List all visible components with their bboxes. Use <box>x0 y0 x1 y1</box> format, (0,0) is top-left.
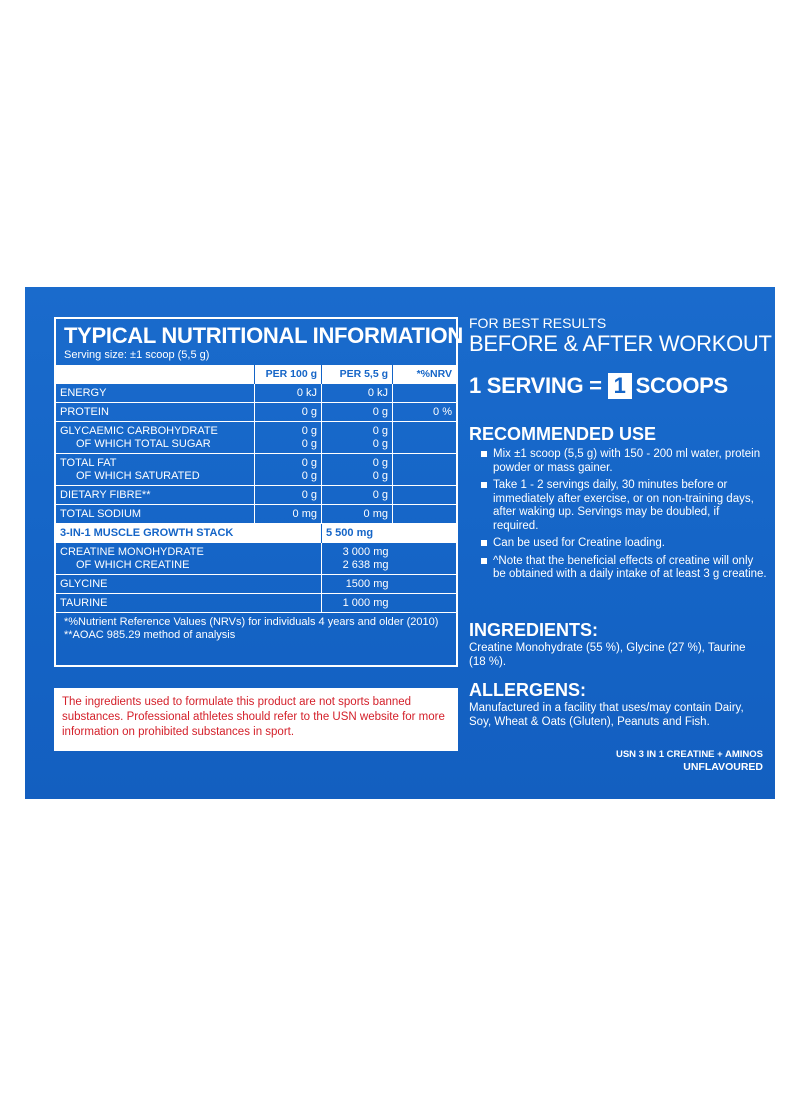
ingredients-text: Creatine Monohydrate (55 %), Glycine (27 %), Taurine (18 %). <box>469 642 746 668</box>
row-per-serving <box>322 454 393 486</box>
row-name: GLYCINE <box>56 575 255 594</box>
row-name: PROTEIN <box>56 403 255 422</box>
stack-name: 3-IN-1 MUSCLE GROWTH STACK <box>56 524 255 543</box>
row-per-serving-main: 0 g <box>372 457 388 469</box>
banned-substances-notice: The ingredients used to formulate this product are not sports banned substances. Professional athletes should refer to the USN website for more information on prohibited substances in sport. <box>54 688 458 751</box>
timing-heading: BEFORE & AFTER WORKOUT <box>469 331 772 356</box>
table-row <box>56 454 456 486</box>
allergens-title: ALLERGENS: <box>469 680 586 700</box>
row-name <box>56 543 255 575</box>
row-per100-main: 0 g <box>301 457 317 469</box>
row-per100-sub: 0 g <box>301 438 317 450</box>
row-per100 <box>255 594 322 613</box>
row-nrv: 0 % <box>393 403 457 422</box>
serving-size: Serving size: ±1 scoop (5,5 g) <box>64 349 210 361</box>
nutrition-title: TYPICAL NUTRITIONAL INFORMATION <box>64 323 463 348</box>
row-per-serving-main: 3 000 mg <box>342 546 389 558</box>
row-per-serving-sub: 0 g <box>372 470 388 482</box>
ingredients-title: INGREDIENTS: <box>469 620 599 640</box>
row-per100-main: 0 g <box>301 425 317 437</box>
best-results-label: FOR BEST RESULTS <box>469 315 607 331</box>
row-per-serving: 0 mg <box>322 505 393 524</box>
list-item-text: ^Note that the beneficial effects of creatine will only be obtained with a daily intake of at least 3 g creatine. <box>493 554 767 580</box>
table-row <box>56 575 456 594</box>
table-header-row <box>56 365 456 384</box>
list-item <box>481 537 767 551</box>
table-row <box>56 543 456 575</box>
row-per-serving-sub: 2 638 mg <box>342 559 389 571</box>
row-per-serving: 0 kJ <box>322 384 393 403</box>
row-per100 <box>255 575 322 594</box>
row-name <box>56 454 255 486</box>
row-nrv <box>393 422 457 454</box>
row-name-main: CREATINE MONOHYDRATE <box>60 546 204 558</box>
row-name-main: GLYCAEMIC CARBOHYDRATE <box>60 425 218 437</box>
row-name: TAURINE <box>56 594 255 613</box>
row-nrv <box>393 594 457 613</box>
list-item-text: Can be used for Creatine loading. <box>493 537 665 549</box>
footnote-aoac: **AOAC 985.29 method of analysis <box>64 629 236 641</box>
row-nrv <box>393 575 457 594</box>
header-nutrient <box>56 365 255 384</box>
table-row <box>56 594 456 613</box>
table-row <box>56 403 456 422</box>
row-per100: 0 kJ <box>255 384 322 403</box>
product-title: USN 3 IN 1 CREATINE + AMINOS <box>615 749 763 760</box>
row-name: DIETARY FIBRE** <box>56 486 255 505</box>
stack-row <box>56 524 456 543</box>
row-per100 <box>255 543 322 575</box>
row-per100: 0 mg <box>255 505 322 524</box>
row-per100: 0 g <box>255 403 322 422</box>
list-item <box>481 448 767 475</box>
recommended-use-list <box>481 448 767 586</box>
recommended-use-title: RECOMMENDED USE <box>469 424 657 444</box>
square-bullet-icon <box>481 558 487 564</box>
row-per-serving-sub: 0 g <box>372 438 388 450</box>
nutrition-box <box>54 317 463 667</box>
row-per-serving: 1500 mg <box>322 575 393 594</box>
list-item-text: Take 1 - 2 servings daily, 30 minutes before or immediately after exercise, or on non-training days, after waking up. Servings may be doubled, if required. <box>493 479 754 532</box>
row-name-sub: OF WHICH SATURATED <box>76 470 200 482</box>
square-bullet-icon <box>481 482 487 488</box>
row-per100-sub: 0 g <box>301 470 317 482</box>
row-name: ENERGY <box>56 384 255 403</box>
row-nrv <box>393 486 457 505</box>
label-panel <box>25 287 775 799</box>
serving-size-heading <box>469 373 728 399</box>
row-name-main: TOTAL FAT <box>60 457 117 469</box>
footnotes <box>64 616 452 642</box>
list-item-text: Mix ±1 scoop (5,5 g) with 150 - 200 ml water, protein powder or mass gainer. <box>493 448 761 474</box>
list-item <box>481 479 767 533</box>
row-nrv <box>393 454 457 486</box>
allergens-text: Manufactured in a facility that uses/may contain Dairy, Soy, Wheat & Oats (Gluten), Peanuts and Fish. <box>469 702 744 728</box>
row-name-sub: OF WHICH CREATINE <box>76 559 190 571</box>
footnote-nrv: *%Nutrient Reference Values (NRVs) for individuals 4 years and older (2010) <box>64 616 439 628</box>
row-nrv <box>393 384 457 403</box>
row-nrv <box>393 543 457 575</box>
row-nrv <box>393 505 457 524</box>
square-bullet-icon <box>481 540 487 546</box>
row-per-serving-main: 0 g <box>372 425 388 437</box>
product-name <box>616 749 763 773</box>
square-bullet-icon <box>481 451 487 457</box>
nutrition-table <box>56 365 456 613</box>
row-per-serving: 1 000 mg <box>322 594 393 613</box>
row-per-serving: 0 g <box>322 486 393 505</box>
stack-per-serving: 5 500 mg <box>322 524 393 543</box>
list-item <box>481 555 767 582</box>
scoop-count-box: 1 <box>608 373 632 399</box>
row-name <box>56 422 255 454</box>
header-per-100g: PER 100 g <box>255 365 322 384</box>
row-per-serving <box>322 543 393 575</box>
row-name: TOTAL SODIUM <box>56 505 255 524</box>
stack-per100 <box>255 524 322 543</box>
header-nrv: *%NRV <box>393 365 457 384</box>
row-per-serving <box>322 422 393 454</box>
serving-suffix: SCOOPS <box>635 373 728 398</box>
row-per-serving: 0 g <box>322 403 393 422</box>
flavour-label: UNFLAVOURED <box>683 761 763 773</box>
header-per-serving: PER 5,5 g <box>322 365 393 384</box>
row-per100 <box>255 422 322 454</box>
row-per100: 0 g <box>255 486 322 505</box>
serving-prefix: 1 SERVING = <box>469 373 602 398</box>
table-row <box>56 422 456 454</box>
table-row <box>56 486 456 505</box>
table-row <box>56 505 456 524</box>
table-row <box>56 384 456 403</box>
row-name-sub: OF WHICH TOTAL SUGAR <box>76 438 211 450</box>
row-per100 <box>255 454 322 486</box>
stack-nrv <box>393 524 457 543</box>
